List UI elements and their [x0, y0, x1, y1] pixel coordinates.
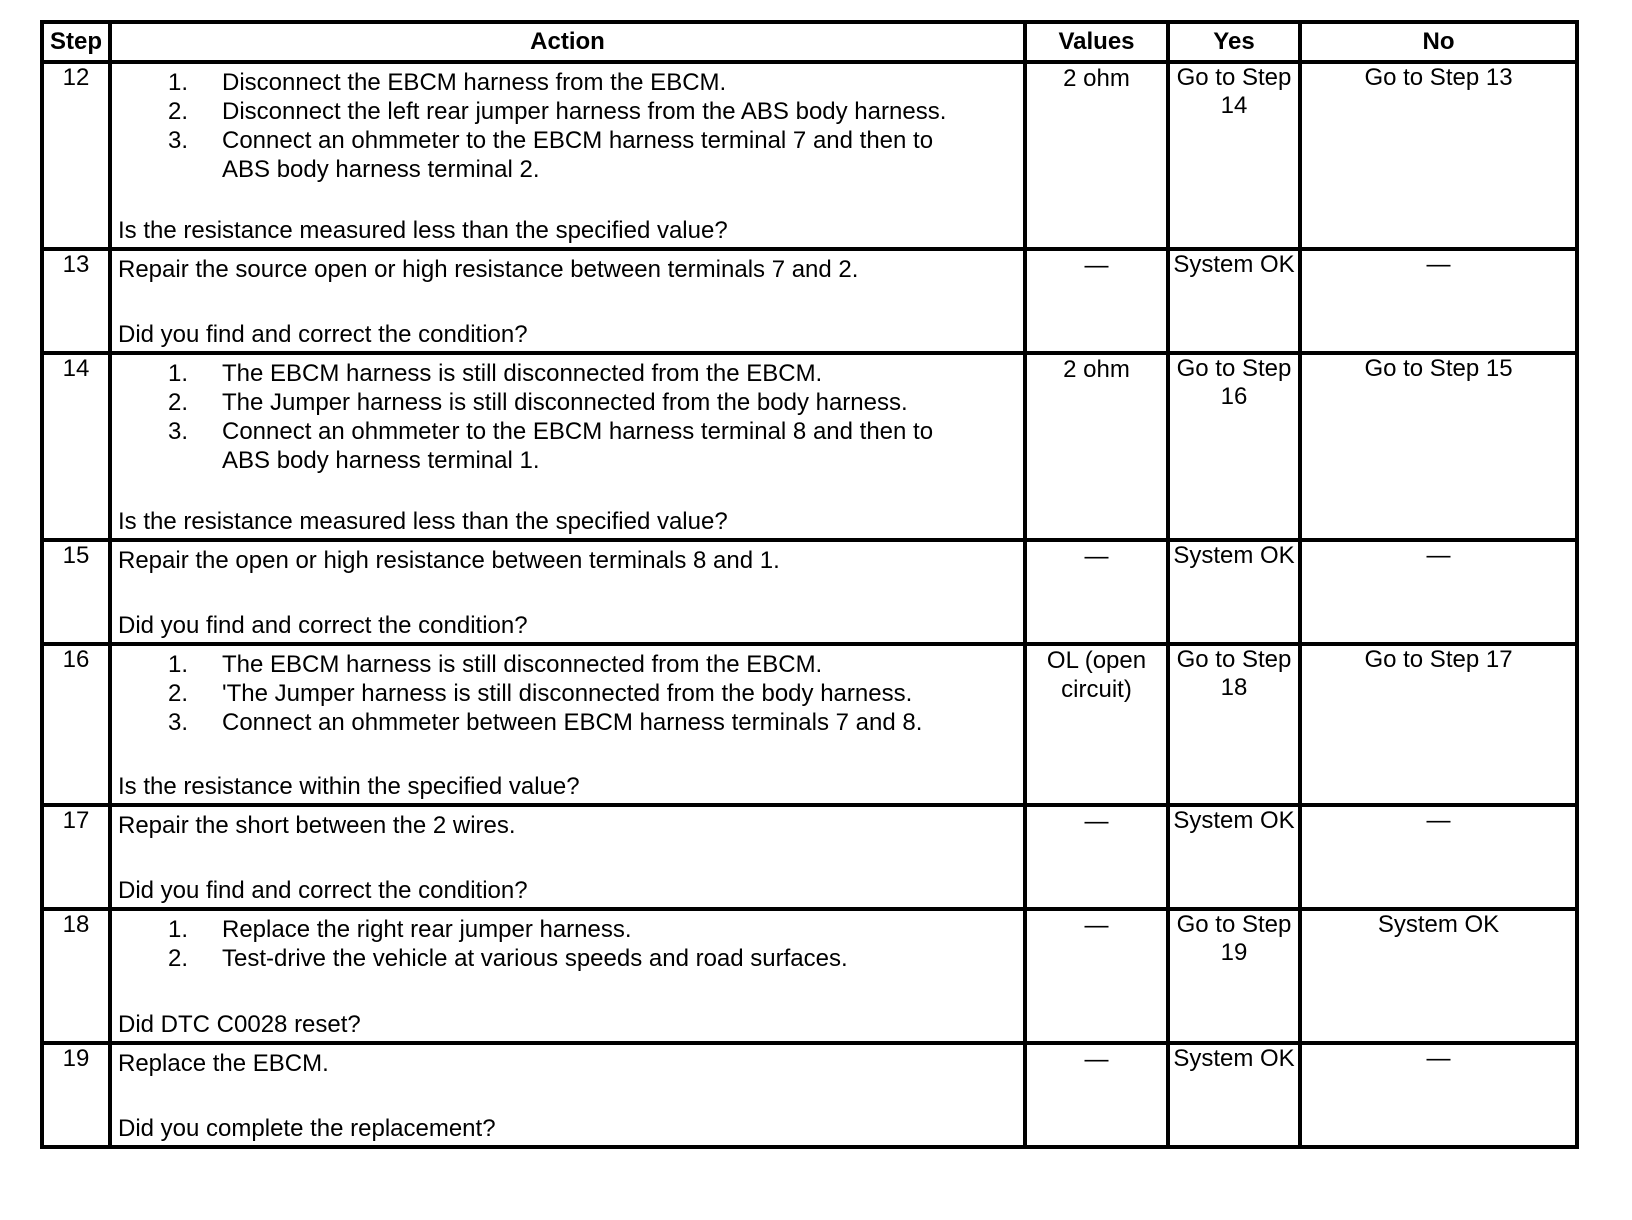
action-cell	[110, 353, 1025, 540]
instruction-text: Repair the source open or high resistance between terminals 7 and 2.	[118, 256, 859, 283]
action-cell	[110, 62, 1025, 249]
no-cell: Go to Step 15	[1300, 353, 1577, 540]
step-number: 15	[42, 540, 110, 644]
yes-cell: Go to Step 19	[1168, 909, 1300, 1043]
values-cell: 2 ohm	[1025, 353, 1168, 540]
yes-cell: Go to Step 14	[1168, 62, 1300, 249]
header-action: Action	[110, 22, 1025, 62]
item-number: 1.	[168, 69, 189, 96]
question-text: Is the resistance measured less than the specified value?	[118, 508, 728, 535]
header-no: No	[1300, 22, 1577, 62]
values-cell: —	[1025, 540, 1168, 644]
no-cell: —	[1300, 249, 1577, 353]
question-text: Did you find and correct the condition?	[118, 877, 528, 904]
diagnostic-table	[40, 20, 1579, 1149]
header-yes: Yes	[1168, 22, 1300, 62]
action-steps	[112, 68, 1023, 184]
table-row	[42, 353, 1577, 540]
question-text: Did DTC C0028 reset?	[118, 1011, 361, 1038]
question-text: Is the resistance measured less than the specified value?	[118, 217, 728, 244]
instruction-text: Repair the open or high resistance between terminals 8 and 1.	[118, 547, 780, 574]
list-item	[112, 417, 1023, 475]
item-text: The EBCM harness is still disconnected from the EBCM.	[222, 651, 823, 678]
table-row	[42, 644, 1577, 805]
action-steps	[112, 650, 1023, 737]
item-text: Disconnect the left rear jumper harness from the ABS body harness.	[222, 98, 947, 125]
item-number: 3.	[168, 418, 189, 445]
table-row	[42, 540, 1577, 644]
item-text: Connect an ohmmeter to the EBCM harness terminal 7 and then to ABS body harness terminal 2.	[222, 127, 934, 183]
action-cell	[110, 644, 1025, 805]
item-number: 1.	[168, 651, 189, 678]
list-item	[112, 68, 1023, 97]
list-item	[112, 915, 1023, 944]
step-number: 16	[42, 644, 110, 805]
no-cell: System OK	[1300, 909, 1577, 1043]
step-number: 18	[42, 909, 110, 1043]
action-cell	[110, 909, 1025, 1043]
item-text: Replace the right rear jumper harness.	[222, 916, 632, 943]
table-row	[42, 909, 1577, 1043]
list-item	[112, 359, 1023, 388]
action-cell	[110, 805, 1025, 909]
step-number: 12	[42, 62, 110, 249]
no-cell: —	[1300, 1043, 1577, 1147]
table-row	[42, 62, 1577, 249]
values-cell: —	[1025, 805, 1168, 909]
item-text: Connect an ohmmeter between EBCM harness terminals 7 and 8.	[222, 709, 923, 736]
yes-cell: System OK	[1168, 805, 1300, 909]
instruction-text: Replace the EBCM.	[118, 1050, 329, 1077]
item-text: Connect an ohmmeter to the EBCM harness terminal 8 and then to ABS body harness terminal 1.	[222, 418, 934, 474]
list-item	[112, 97, 1023, 126]
list-item	[112, 126, 1023, 184]
item-text: The EBCM harness is still disconnected from the EBCM.	[222, 360, 823, 387]
step-number: 13	[42, 249, 110, 353]
values-cell: 2 ohm	[1025, 62, 1168, 249]
item-number: 3.	[168, 709, 189, 736]
yes-cell: Go to Step 16	[1168, 353, 1300, 540]
item-text: The Jumper harness is still disconnected from the body harness.	[222, 389, 908, 416]
item-text: Disconnect the EBCM harness from the EBCM.	[222, 69, 727, 96]
item-number: 1.	[168, 360, 189, 387]
action-cell	[110, 540, 1025, 644]
values-cell: OL (open circuit)	[1025, 644, 1168, 805]
values-cell: —	[1025, 1043, 1168, 1147]
table-row	[42, 249, 1577, 353]
table-row	[42, 805, 1577, 909]
item-number: 3.	[168, 127, 189, 154]
no-cell: Go to Step 17	[1300, 644, 1577, 805]
action-steps	[112, 359, 1023, 475]
item-number: 2.	[168, 389, 189, 416]
action-steps	[112, 915, 1023, 973]
header-values: Values	[1025, 22, 1168, 62]
yes-cell: System OK	[1168, 1043, 1300, 1147]
list-item	[112, 679, 1023, 708]
list-item	[112, 944, 1023, 973]
values-cell: —	[1025, 249, 1168, 353]
action-cell	[110, 249, 1025, 353]
instruction-text: Repair the short between the 2 wires.	[118, 812, 516, 839]
question-text: Did you find and correct the condition?	[118, 321, 528, 348]
list-item	[112, 708, 1023, 737]
no-cell: Go to Step 13	[1300, 62, 1577, 249]
question-text: Did you find and correct the condition?	[118, 612, 528, 639]
yes-cell: System OK	[1168, 540, 1300, 644]
item-number: 1.	[168, 916, 189, 943]
question-text: Did you complete the replacement?	[118, 1115, 496, 1142]
item-number: 2.	[168, 98, 189, 125]
step-number: 14	[42, 353, 110, 540]
step-number: 19	[42, 1043, 110, 1147]
header-step: Step	[42, 22, 110, 62]
list-item	[112, 388, 1023, 417]
question-text: Is the resistance within the specified value?	[118, 773, 580, 800]
step-number: 17	[42, 805, 110, 909]
action-cell	[110, 1043, 1025, 1147]
no-cell: —	[1300, 805, 1577, 909]
item-text: 'The Jumper harness is still disconnected from the body harness.	[222, 680, 913, 707]
yes-cell: Go to Step 18	[1168, 644, 1300, 805]
values-cell: —	[1025, 909, 1168, 1043]
yes-cell: System OK	[1168, 249, 1300, 353]
table-row	[42, 1043, 1577, 1147]
item-number: 2.	[168, 945, 189, 972]
header-row	[42, 22, 1577, 62]
item-number: 2.	[168, 680, 189, 707]
list-item	[112, 650, 1023, 679]
item-text: Test-drive the vehicle at various speeds and road surfaces.	[222, 945, 848, 972]
no-cell: —	[1300, 540, 1577, 644]
